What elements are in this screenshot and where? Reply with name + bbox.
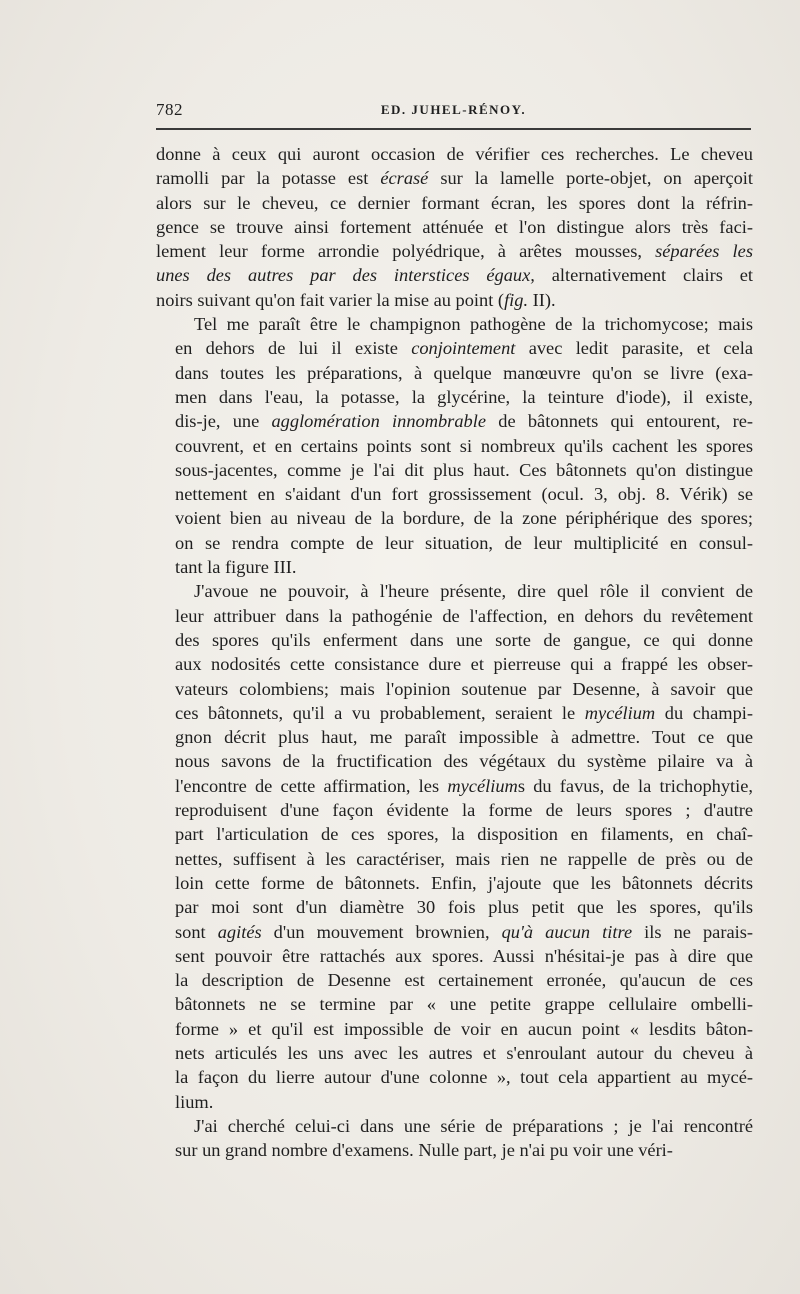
text-line: sur un grand nombre d'examens. Nulle part, je n'ai pu voir une véri- [175,1140,673,1161]
text-line: vateurs colombiens; mais l'opinion soutenue par Desenne, à savoir que [175,678,753,699]
header-rule [156,128,751,130]
text-line: des spores qu'ils enferment dans une sorte de gangue, ce qui donne [175,629,753,650]
text-line: sous-jacentes, comme je l'ai dit plus haut. Ces bâtonnets qu'on distingue [175,459,753,480]
text-line: on se rendra compte de leur situation, de leur multiplicité en consul- [175,532,753,553]
text-line: voient bien au niveau de la bordure, de la zone périphérique des spores; [175,508,753,529]
text-line: men dans l'eau, la potasse, la glycérine, la teinture d'iode), il existe, [175,386,753,407]
text-line: unes des autres par des interstices égaux, alternativement clairs et [156,265,753,286]
text-line: tant la figure III. [175,557,297,578]
text-line: part l'articulation de ces spores, la disposition en filaments, en chaî- [175,824,753,845]
text-line: par moi sont d'un diamètre 30 fois plus petit que les spores, qu'ils [175,897,753,918]
text-line: dans toutes les préparations, à quelque manœuvre qu'on se livre (exa- [175,362,753,383]
text-line: lium. [175,1091,214,1112]
text-line: loin cette forme de bâtonnets. Enfin, j'ajoute que les bâtonnets décrits [175,872,753,893]
text-line: ces bâtonnets, qu'il a vu probablement, seraient le mycélium du champi- [175,702,753,723]
text-line: ramolli par la potasse est écrasé sur la lamelle porte-objet, on aperçoit [156,168,753,189]
text-line: donne à ceux qui auront occasion de vérifier ces recherches. Le cheveu [156,144,753,164]
paragraph [156,312,753,579]
text-line: nous savons de la fructification des végétaux du système pilaire va à [175,751,753,772]
text-line: gnon décrit plus haut, me paraît impossible à admettre. Tout ce que [175,727,753,748]
text-line: lement leur forme arrondie polyédrique, à arêtes mousses, séparées les [156,241,753,262]
running-head [156,100,751,122]
text-line: couvrent, et en certains points sont si nombreux qu'ils cachent les spores [175,435,753,456]
text-line: forme » et qu'il est impossible de voir en aucun point « lesdits bâton- [175,1018,753,1039]
page-number: 782 [156,100,183,119]
text-line: sont agités d'un mouvement brownien, qu'à aucun titre ils ne parais- [175,921,753,942]
text-line: nettes, suffisent à les caractériser, mais rien ne rappelle de près ou de [175,848,753,869]
text-line: Tel me paraît être le champignon pathogène de la trichomycose; mais [194,314,753,335]
text-line: aux nodosités cette consistance dure et pierreuse qui a frappé les obser- [175,654,753,675]
text-line: dis-je, une agglomération innombrable de bâtonnets qui entourent, re- [175,411,753,432]
text-line: nettement en s'aidant d'un fort grossissement (ocul. 3, obj. 8. Vérik) se [175,484,753,505]
paragraph [156,142,753,312]
text-line: alors sur le cheveu, ce dernier formant écran, les spores dont la réfrin- [156,192,753,213]
text-line: bâtonnets ne se termine par « une petite grappe cellulaire ombelli- [175,994,753,1015]
text-line: en dehors de lui il existe conjointement avec ledit parasite, et cela [175,338,753,359]
running-title: ED. JUHEL-RÉNOY. [380,102,527,117]
text-line: J'avoue ne pouvoir, à l'heure présente, dire quel rôle il convient de [194,581,753,602]
text-line: J'ai cherché celui-ci dans une série de préparations ; je l'ai rencontré [194,1115,753,1136]
text-line: leur attribuer dans la pathogénie de l'affection, en dehors du revêtement [175,605,753,626]
text-line: nets articulés les uns avec les autres et s'enroulant autour du cheveu à [175,1042,753,1063]
text-line: noirs suivant qu'on fait varier la mise au point (fig. II). [156,289,556,310]
text-line: reproduisent d'une façon évidente la forme de leurs spores ; d'autre [175,800,753,821]
text-line: gence se trouve ainsi fortement atténuée et l'on distingue alors très faci- [156,216,753,237]
paragraph [156,1114,753,1163]
paragraph [156,579,753,1114]
text-line: l'encontre de cette affirmation, les mycéliums du favus, de la trichophytie, [175,775,754,796]
text-line: la façon du lierre autour d'une colonne », tout cela appartient au mycé- [175,1067,753,1088]
text-line: sent pouvoir être rattachés aux spores. Aussi n'hésitai-je pas à dire que [175,945,753,966]
text-line: la description de Desenne est certainement erronée, qu'aucun de ces [175,970,753,991]
body-text [156,142,753,1162]
